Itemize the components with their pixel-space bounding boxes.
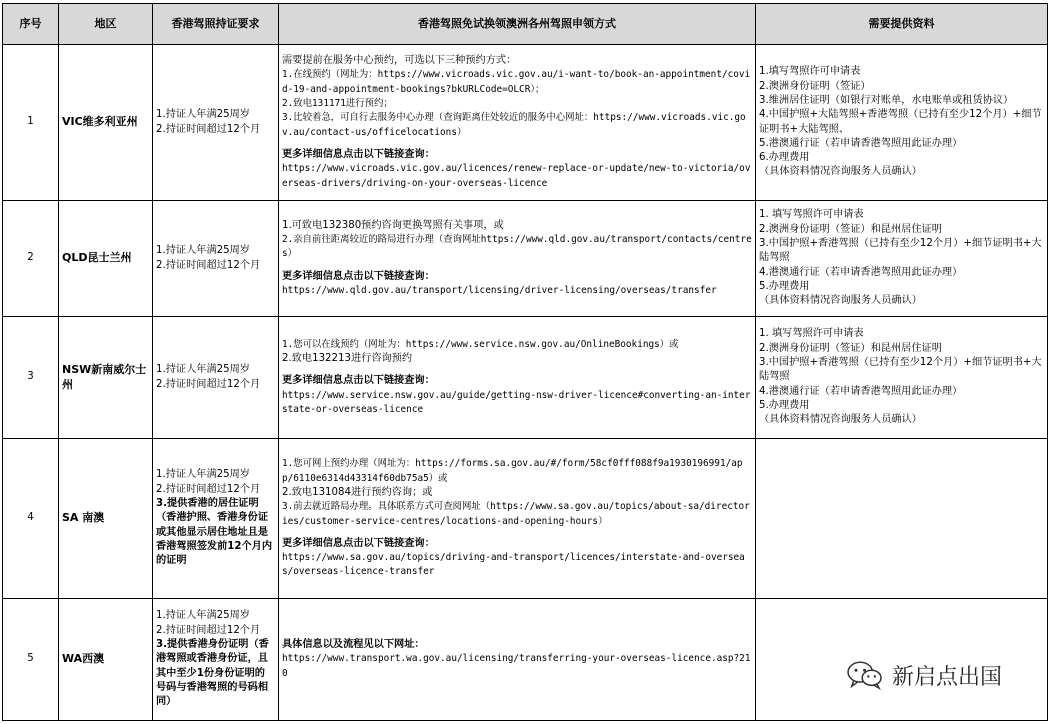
header-row (3, 4, 1048, 45)
method-text: 2.致电131171进行预约； (282, 98, 393, 110)
licence-table (2, 3, 1048, 721)
method-text: 更多详细信息点击以下链接查询： (282, 375, 435, 387)
document-item: 2.澳洲身份证明（签证）和昆州居住证明 (759, 223, 942, 235)
region-cell: NSW新南威尔士州 (59, 317, 153, 439)
requirement-item: 1.持证人年满25周岁 (156, 109, 250, 121)
table-row (3, 45, 1048, 201)
document-item: 3.中国护照+香港驾照（已持有至少12个月）+细节证明书+大陆驾照 (759, 238, 1042, 264)
requirement-item: 1.持证人年满25周岁 (156, 610, 250, 622)
method-cell (279, 201, 756, 317)
method-cell (279, 439, 756, 599)
document-item: 1. 填写驾照许可申请表 (759, 209, 864, 221)
region-cell: SA 南澳 (59, 439, 153, 599)
method-text: 2.致电131084进行预约咨询；或 (282, 486, 433, 498)
requirement-item: 3.提供香港身份证明（香港驾照或香港身份证，且其中至少1份身份证明的号码与香港驾照的号码相同） (156, 639, 269, 708)
method-text: 更多详细信息点击以下链接查询： (282, 537, 435, 549)
method-link-text: 1.您可网上预约办理（网址为：https://forms.sa.gov.au/#/form/58cf0fff088f9a1930196991/app/6110e6314d43314f60db75a5）或 (282, 458, 743, 484)
method-link-text: https://www.service.nsw.gov.au/guide/getting-nsw-driver-licence#converting-an-interstate-or-overseas-licence (282, 389, 751, 415)
wechat-icon (846, 659, 884, 691)
table-row (3, 317, 1048, 439)
method-link-text: 3.前去就近路局办理。具体联系方式可查阅网址（https://www.sa.gov.au/topics/about-sa/directories/customer-service-centres/locations-and-opening-hours） (282, 501, 750, 527)
document-item: 3.中国护照+香港驾照（已持有至少12个月）+细节证明书+大陆驾照 (759, 357, 1042, 383)
region-cell: VIC维多利亚州 (59, 45, 153, 201)
header-no: 序号 (3, 4, 59, 45)
method-link-text: https://www.vicroads.vic.gov.au/licences/renew-replace-or-update/new-to-victoria/overseas-drivers/driving-on-your-overseas-licence (282, 163, 751, 189)
method-cell (279, 45, 756, 201)
documents-cell (756, 439, 1048, 599)
document-item: （具体资料情况咨询服务人员确认） (759, 295, 922, 307)
document-item: 5.办理费用 (759, 399, 810, 411)
row-number: 5 (3, 599, 59, 721)
requirement-item: 3.提供香港的居住证明（香港护照、香港身份证或其他显示居住地址且是香港驾照签发前12个月内的证明 (156, 498, 273, 567)
region-cell: QLD昆士兰州 (59, 201, 153, 317)
document-item: （具体资料情况咨询服务人员确认） (759, 414, 922, 426)
document-item: 5.办理费用 (759, 280, 810, 292)
requirement-cell (153, 439, 279, 599)
requirement-item: 2.持证时间超过12个月 (156, 378, 261, 390)
method-link-text: https://www.qld.gov.au/transport/licensing/driver-licensing/overseas/transfer (282, 284, 717, 296)
spacer (282, 366, 752, 374)
method-text: 更多详细信息点击以下链接查询： (282, 148, 435, 160)
document-item: 4.中国护照+大陆驾照+香港驾照（已持有至少12个月）+细节证明书+大陆驾照、 (759, 109, 1042, 135)
table-row (3, 201, 1048, 317)
header-documents: 需要提供资料 (756, 4, 1048, 45)
header-requirement: 香港驾照持证要求 (153, 4, 279, 45)
row-number: 3 (3, 317, 59, 439)
document-item: 4.港澳通行证（若申请香港驾照用此证办理） (759, 385, 963, 397)
requirement-item: 2.持证时间超过12个月 (156, 483, 261, 495)
requirement-item: 2.持证时间超过12个月 (156, 123, 261, 135)
method-text: 更多详细信息点击以下链接查询： (282, 270, 435, 282)
document-item: 3.维洲居住证明（如银行对账单，水电账单或租赁协议） (759, 94, 1014, 106)
spacer (282, 529, 752, 537)
requirement-item: 2.持证时间超过12个月 (156, 624, 261, 636)
row-number: 4 (3, 439, 59, 599)
document-item: 5.港澳通行证（若申请香港驾照用此证办理） (759, 137, 963, 149)
row-number: 2 (3, 201, 59, 317)
method-link-text: 1.在线预约（网址为：https://www.vicroads.vic.gov.au/i-want-to/book-an-appointment/covid-19-and-appointment-bookings?bkURLCode=OLCR）； (282, 69, 751, 95)
spacer (282, 140, 752, 148)
method-link-text: 3.比较着急，可自行去服务中心办理（查询距离住处较近的服务中心网址：https://www.vicroads.vic.gov.au/contact-us/officelocations） (282, 112, 746, 138)
requirement-cell (153, 201, 279, 317)
method-link-text: https://www.sa.gov.au/topics/driving-and-transport/licences/interstate-and-overseas/overseas-licence-transfer (282, 552, 745, 578)
region-cell: WA西澳 (59, 599, 153, 721)
watermark (842, 657, 1006, 693)
requirement-item: 1.持证人年满25周岁 (156, 245, 250, 257)
watermark-text: 新启点出国 (892, 664, 1003, 690)
documents-cell (756, 45, 1048, 201)
spacer (282, 262, 752, 270)
method-text: 具体信息以及流程见以下网址： (282, 639, 425, 651)
method-link-text: 2.亲自前往距离较近的路局进行办理（查询网址https://www.qld.gov.au/transport/contacts/centres） (282, 234, 752, 260)
requirement-item: 1.持证人年满25周岁 (156, 364, 250, 376)
method-text: 2.致电132213进行咨询预约 (282, 353, 413, 365)
documents-cell (756, 201, 1048, 317)
document-item: 1. 填写驾照许可申请表 (759, 328, 864, 340)
header-region: 地区 (59, 4, 153, 45)
method-link-text: https://www.transport.wa.gov.au/licensing/transferring-your-overseas-licence.asp?210 (282, 653, 751, 679)
document-item: 6.办理费用 (759, 152, 810, 164)
row-number: 1 (3, 45, 59, 201)
requirement-item: 1.持证人年满25周岁 (156, 469, 250, 481)
requirement-cell (153, 45, 279, 201)
requirement-cell (153, 317, 279, 439)
header-method: 香港驾照免试换领澳洲各州驾照申领方式 (279, 4, 756, 45)
requirement-cell (153, 599, 279, 721)
method-text: 需要提前在服务中心预约，可选以下三种预约方式： (282, 55, 517, 67)
documents-cell (756, 317, 1048, 439)
requirement-item: 2.持证时间超过12个月 (156, 259, 261, 271)
method-cell (279, 317, 756, 439)
document-item: 4.港澳通行证（若申请香港驾照用此证办理） (759, 266, 963, 278)
table-row (3, 439, 1048, 599)
method-link-text: 1.您可以在线预约（网址为：https://www.service.nsw.gov.au/OnlineBookings）或 (282, 338, 679, 350)
method-text: 1.可致电132380预约咨询更换驾照有关事项，或 (282, 219, 504, 231)
document-item: （具体资料情况咨询服务人员确认） (759, 166, 922, 178)
document-item: 2.澳洲身份证明（签证）和昆州居住证明 (759, 342, 942, 354)
document-item: 1.填写驾照许可申请表 (759, 66, 861, 78)
method-cell (279, 599, 756, 721)
document-item: 2.澳洲身份证明（签证） (759, 80, 871, 92)
